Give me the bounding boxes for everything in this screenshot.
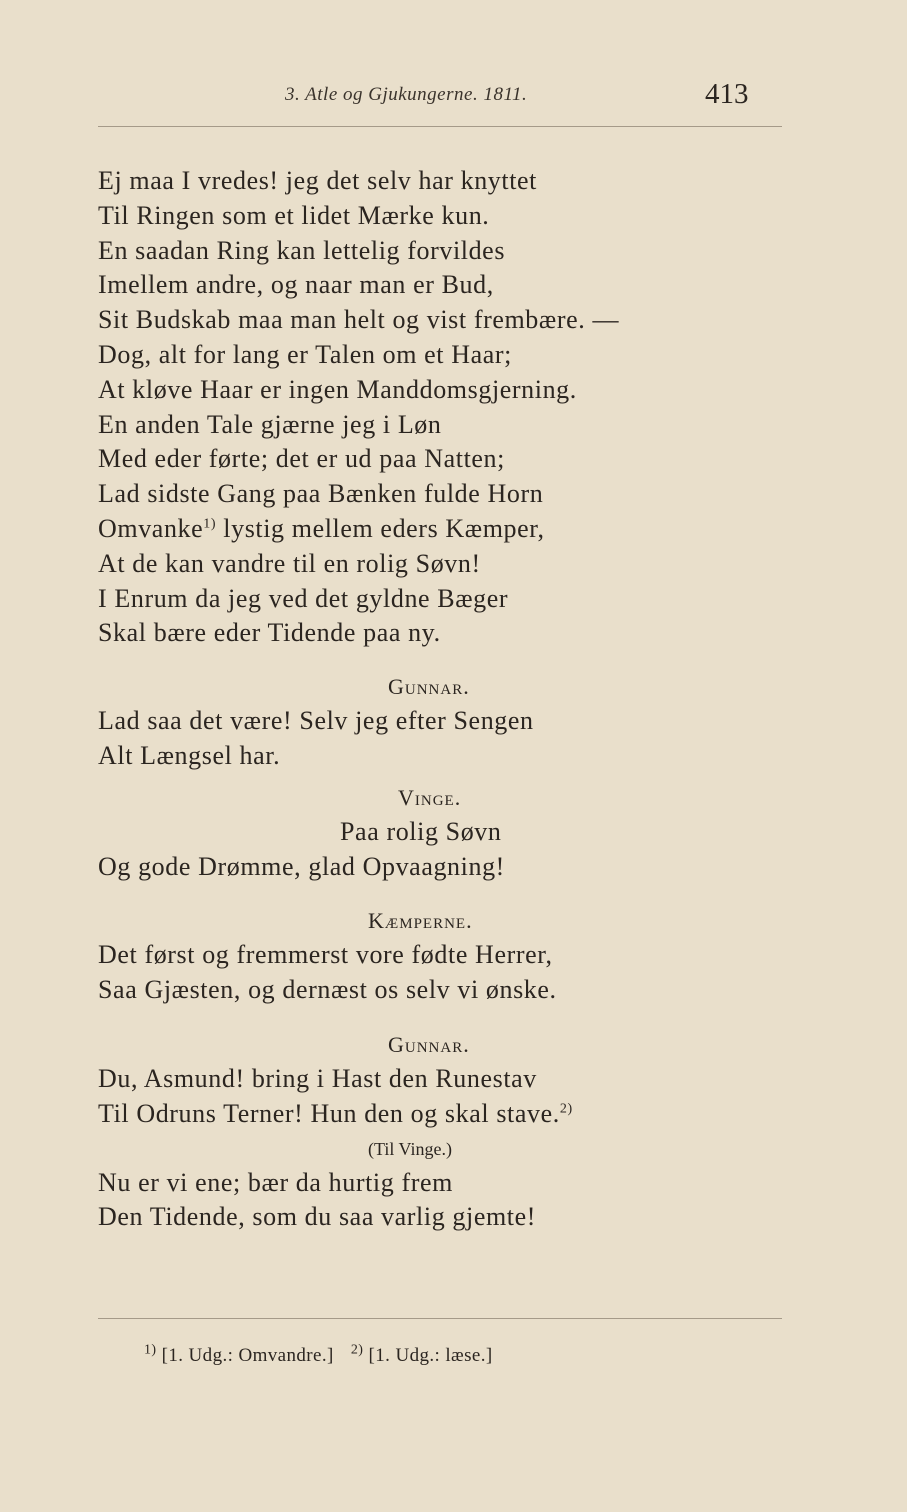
footnote [350,1342,493,1366]
footnote-mark: 2) [350,1342,364,1358]
running-head-title: 3. Atle og Gjukungerne. 1811. [285,84,528,105]
verse-line: Imellem andre, og naar man er Bud, [98,270,494,300]
verse-line-with-footnote [98,512,798,547]
verse-line: En anden Tale gjærne jeg i Løn [98,409,442,439]
verse-line-part: Til Odruns Terner! Hun den og skal stave. [98,1098,560,1128]
speaker-name: Kæmperne. [368,908,473,934]
verse-line: Dog, alt for lang er Talen om et Haar; [98,339,512,369]
verse-line: Paa rolig Søvn [340,816,502,846]
verse-line: Den Tidende, som du saa varlig gjemte! [98,1202,537,1232]
verse-line: Sit Budskab maa man helt og vist frembære. — [98,305,620,335]
verse-line: At de kan vandre til en rolig Søvn! [98,548,481,578]
verse-line: Saa Gjæsten, og dernæst os selv vi ønske. [98,975,557,1005]
stage-direction: (Til Vinge.) [368,1138,452,1159]
speaker-name: Gunnar. [388,674,470,700]
verse-line: I Enrum da jeg ved det gyldne Bæger [98,583,509,613]
footnotes [144,1342,505,1367]
speaker-name: Gunnar. [388,1031,470,1057]
verse-line-with-footnote [98,1097,798,1132]
verse-line: Og gode Drømme, glad Opvaagning! [98,851,505,881]
verse-line: At kløve Haar er ingen Manddomsgjerning. [98,374,577,404]
footnote-rule [98,1318,782,1319]
footnote-text: [1. Udg.: Omvandre.] [161,1345,334,1366]
page-number: 413 [705,78,749,110]
footnote-ref: 2) [559,1101,573,1117]
header-rule [98,126,782,127]
speaker-name: Vinge. [398,784,462,810]
footnote-ref: 1) [203,516,217,532]
verse-line-part: lystig mellem eders Kæmper, [223,513,545,543]
verse-line: En saadan Ring kan lettelig forvildes [98,235,506,265]
verse-line-part: Omvanke [98,513,204,543]
verse-line: Det først og fremmerst vore fødte Herrer, [98,940,553,970]
verse-line: Lad saa det være! Selv jeg efter Sengen [98,706,534,736]
verse-line: Med eder førte; det er ud paa Natten; [98,444,505,474]
verse-line: Nu er vi ene; bær da hurtig frem [98,1167,453,1197]
verse-line: Lad sidste Gang paa Bænken fulde Horn [98,479,544,509]
footnote [144,1342,334,1366]
verse-line: Ej maa I vredes! jeg det selv har knyttet [98,166,537,195]
verse-line: Alt Længsel har. [98,740,281,770]
footnote-text: [1. Udg.: læse.] [368,1345,493,1366]
verse-line: Du, Asmund! bring i Hast den Runestav [98,1063,537,1093]
footnote-mark: 1) [144,1342,157,1358]
verse-text [98,164,798,1235]
running-head [0,78,907,118]
verse-line: Til Ringen som et lidet Mærke kun. [98,200,490,230]
verse-line: Skal bære eder Tidende paa ny. [98,618,441,648]
